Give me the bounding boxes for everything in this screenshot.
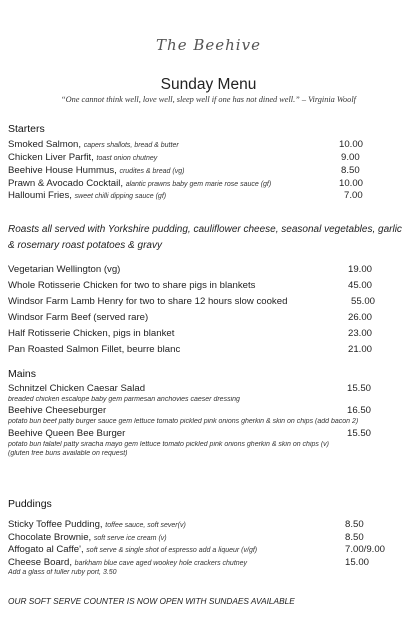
- port-note: Add a glass of fuller ruby port, 3.50: [8, 569, 117, 576]
- item-price: 19.00: [348, 264, 373, 275]
- item-price: 16.50: [347, 405, 372, 416]
- item-description: crudites & bread (vg): [119, 168, 185, 175]
- item-price: 26.00: [348, 312, 373, 323]
- item-name: Sticky Toffee Pudding,: [8, 519, 103, 530]
- item-name: Whole Rotisserie Chicken for two to share pigs in blankets: [8, 280, 256, 291]
- item-name: Schnitzel Chicken Caesar Salad: [8, 383, 146, 394]
- item-name: Smoked Salmon,: [8, 139, 82, 150]
- item-name: Pan Roasted Salmon Fillet, beurre blanc: [8, 344, 181, 355]
- item-name: Vegetarian Wellington (vg): [8, 264, 121, 275]
- item-name: Beehive Cheeseburger: [8, 405, 107, 416]
- item-description: sweet chilli dipping sauce (gf): [74, 193, 167, 200]
- item-description: potato bun falafel patty siracha mayo gem lettuce tomato pickled pink onions gherkin & skin on chips (v): [8, 441, 330, 448]
- item-description: soft serve ice cream (v): [93, 535, 167, 542]
- menu-quote: “One cannot think well, love well, sleep well if one has not dined well.” – Virginia Woolf: [61, 95, 356, 104]
- menu-item: [8, 519, 408, 532]
- menu-item: [8, 280, 408, 293]
- item-description: alantic prawns baby gem marie rose sauce (gf): [125, 181, 272, 188]
- item-name: Chocolate Brownie,: [8, 532, 92, 543]
- item-price: 45.00: [348, 280, 373, 291]
- puddings-heading: Puddings: [8, 498, 52, 510]
- item-price: 23.00: [348, 328, 373, 339]
- item-price: 8.50: [341, 165, 360, 176]
- item-price: 15.50: [347, 428, 372, 439]
- item-name: Chicken Liver Parfit,: [8, 152, 94, 163]
- item-name: Half Rotisserie Chicken, pigs in blanket: [8, 328, 175, 339]
- item-name: Prawn & Avocado Cocktail,: [8, 178, 124, 189]
- menu-item: [8, 428, 408, 441]
- item-price: 15.00: [345, 557, 370, 568]
- item-name: Affogato al Caffe',: [8, 544, 84, 555]
- menu-item: [8, 165, 408, 178]
- menu-item: [8, 190, 408, 203]
- item-description: soft serve & single shot of espresso add a liqueur (v/gf): [86, 547, 258, 554]
- item-name: Beehive House Hummus,: [8, 165, 117, 176]
- menu-item: [8, 264, 408, 277]
- item-name: Cheese Board,: [8, 557, 72, 568]
- item-description: (gluten free buns available on request): [8, 450, 128, 457]
- item-price: 8.50: [345, 532, 364, 543]
- soft-serve-notice: OUR SOFT SERVE COUNTER IS NOW OPEN WITH SUNDAES AVAILABLE: [8, 596, 295, 606]
- item-description: barkham blue cave aged wookey hole crackers chutney: [74, 560, 248, 567]
- item-price: 7.00: [344, 190, 363, 201]
- item-price: 7.00/9.00: [345, 544, 386, 555]
- item-description: toast onion chutney: [96, 155, 158, 162]
- item-price: 55.00: [351, 296, 376, 307]
- item-name: Halloumi Fries,: [8, 190, 72, 201]
- item-description: toffee sauce, soft sever(v): [105, 522, 186, 529]
- menu-item: [8, 344, 408, 357]
- item-name: Windsor Farm Lamb Henry for two to share 12 hours slow cooked: [8, 296, 288, 307]
- menu-item: [8, 405, 408, 418]
- menu-item: [8, 139, 408, 152]
- item-description: breaded chicken escalope baby gem parmesan anchovies caeser dressing: [8, 396, 240, 403]
- item-description: potato bun beef patty burger sauce gem lettuce tomato pickled pink onions gherkin & skin on chips (add bacon 2): [8, 418, 359, 425]
- menu-item: [8, 152, 408, 165]
- item-price: 10.00: [339, 139, 364, 150]
- item-name: Beehive Queen Bee Burger: [8, 428, 126, 439]
- item-price: 8.50: [345, 519, 364, 530]
- menu-item: [8, 383, 408, 396]
- item-price: 10.00: [339, 178, 364, 189]
- menu-item: [8, 296, 408, 309]
- menu-item: [8, 328, 408, 341]
- mains-heading: Mains: [8, 368, 37, 380]
- item-name: Windsor Farm Beef (served rare): [8, 312, 149, 323]
- item-price: 9.00: [341, 152, 360, 163]
- menu-item: [8, 544, 408, 557]
- beehive-logo: The Beehive: [156, 36, 261, 54]
- item-price: 15.50: [347, 383, 372, 394]
- item-description: capers shallots, bread & butter: [83, 142, 179, 149]
- starters-heading: Starters: [8, 123, 45, 135]
- menu-item: [8, 312, 408, 325]
- roast-description: Roasts all served with Yorkshire pudding, cauliflower cheese, seasonal vegetables, garlic & rosemary roast potatoes & gravy: [8, 224, 402, 251]
- item-price: 21.00: [348, 344, 373, 355]
- menu-title: Sunday Menu: [160, 76, 257, 93]
